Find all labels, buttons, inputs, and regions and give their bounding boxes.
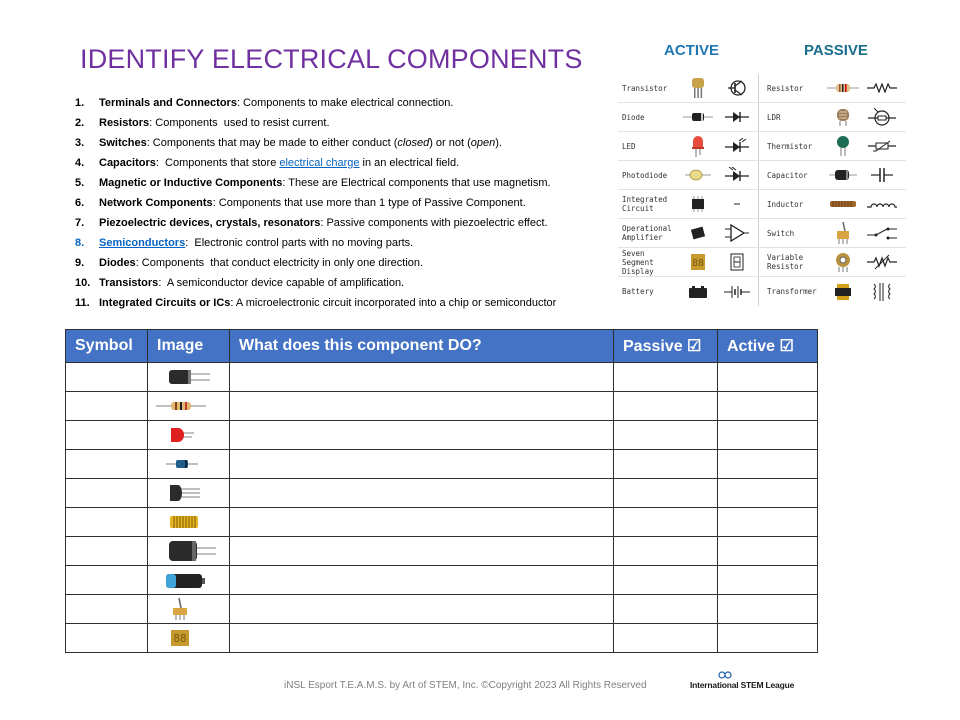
term-capacitors: Capacitors [99,157,156,169]
reference-row: Integrated Circuit Inductor [618,190,906,219]
battery-symbol-icon [716,285,758,299]
page-title: IDENTIFY ELECTRICAL COMPONENTS [80,44,583,74]
term-switches: Switches [99,137,147,149]
term-magnetic-inductive: Magnetic or Inductive Components [99,177,283,189]
seven-segment-display-icon [170,628,190,648]
photodiode-image-icon [680,169,716,181]
list-item: 8. Semiconductors : Electronic control parts with no moving parts. [75,236,615,256]
list-item: 9. Diodes : Components that conduct electricity in only one direction. [75,256,615,276]
transformer-image-icon [825,282,861,302]
reference-row: Photodiode Capacitor [618,161,906,190]
image-cell [148,450,230,479]
list-item: 4. Capacitors : Components that store electrical charge in an electrical field. [75,156,615,176]
symbol-cell[interactable] [66,508,148,537]
diode-symbol-icon [716,110,758,124]
description-cell[interactable] [230,479,614,508]
list-item: 6. Network Components : Components that use more than 1 type of Passive Component. [75,196,615,216]
semiconductors-link[interactable]: Semiconductors [99,237,186,249]
image-cell [148,392,230,421]
symbol-cell[interactable] [66,450,148,479]
list-item: 5. Magnetic or Inductive Components : These are Electrical components that use magnetism. [75,176,615,196]
resistor-symbol-icon [861,83,903,93]
col-header-what: What does this component DO? [230,330,614,363]
symbol-cell[interactable] [66,624,148,653]
passive-check-cell[interactable] [614,508,718,537]
component-reference-chart [614,36,908,318]
table-row [66,421,818,450]
resistor-image-icon [825,83,861,93]
image-cell [148,624,230,653]
logo-mark-icon [716,670,736,680]
switch-image-icon [825,222,861,244]
list-item: 3. Switches : Components that may be made to either conduct ( closed ) or not ( open ). [75,136,615,156]
reference-row: Transistor Resistor [618,74,906,103]
table-row [66,392,818,421]
led-image-icon [680,135,716,157]
passive-check-cell[interactable] [614,479,718,508]
seven-segment-image-icon [680,254,716,270]
term-transistors: Transistors [99,277,159,289]
svg-text:88: 88 [173,632,187,645]
reference-row: LED Thermistor [618,132,906,161]
table-row [66,537,818,566]
symbol-cell[interactable] [66,392,148,421]
image-cell [148,566,230,595]
passive-check-cell[interactable] [614,566,718,595]
opamp-symbol-icon [716,224,758,242]
description-cell[interactable] [230,392,614,421]
list-item: 11. Integrated Circuits or ICs : A microelectronic circuit incorporated into a chip or semiconductor [75,296,615,316]
active-check-cell[interactable] [718,508,818,537]
col-header-image: Image [148,330,230,363]
table-row [66,595,818,624]
passive-check-cell[interactable] [614,421,718,450]
term-network-components: Network Components [99,197,213,209]
table-row [66,566,818,595]
active-check-cell[interactable] [718,479,818,508]
battery-image-icon [680,285,716,299]
variable-resistor-symbol-icon [861,254,903,270]
inductor-image-icon [825,199,861,209]
worksheet-table [65,329,818,653]
svg-text:88: 88 [691,258,705,269]
active-check-cell[interactable] [718,624,818,653]
image-cell [148,537,230,566]
reference-row: Battery Transformer [618,277,906,306]
electrical-charge-link[interactable]: electrical charge [279,157,360,169]
term-terminals-connectors: Terminals and Connectors [99,97,237,109]
thermistor-image-icon [825,136,861,156]
description-cell[interactable] [230,421,614,450]
active-check-cell[interactable] [718,537,818,566]
switch-symbol-icon [861,225,903,241]
diode-icon [166,454,198,474]
list-item: 1. Terminals and Connectors : Components to make electrical connection. [75,96,615,116]
term-integrated-circuits: Integrated Circuits or ICs [99,297,231,309]
active-check-cell[interactable] [718,566,818,595]
passive-check-cell[interactable] [614,392,718,421]
definition-list [75,96,615,316]
description-cell[interactable] [230,595,614,624]
table-row [66,479,818,508]
list-item: 10. Transistors : A semiconductor device capable of amplification. [75,276,615,296]
description-cell[interactable] [230,566,614,595]
description-cell[interactable] [230,537,614,566]
term-diodes: Diodes [99,257,136,269]
passive-check-cell[interactable] [614,537,718,566]
copyright-footer: iNSL Esport T.E.A.M.S. by Art of STEM, Inc. ©Copyright 2023 All Rights Reserved [284,680,647,691]
thermistor-symbol-icon [861,139,903,153]
image-cell [148,595,230,624]
resistor-icon [156,396,206,416]
image-cell [148,363,230,392]
symbol-cell[interactable] [66,537,148,566]
image-cell [148,421,230,450]
active-header: ACTIVE [664,42,720,59]
electrolytic-capacitor-icon [168,539,218,563]
passive-check-cell[interactable] [614,450,718,479]
image-cell [148,479,230,508]
passive-check-cell[interactable] [614,363,718,392]
inductor-icon [168,512,200,532]
seven-segment-symbol-icon [716,253,758,271]
diode-image-icon [680,112,716,122]
symbol-cell[interactable] [66,566,148,595]
photodiode-symbol-icon [716,167,758,183]
symbol-cell[interactable] [66,595,148,624]
description-cell[interactable] [230,624,614,653]
list-item: 7. Piezoelectric devices, crystals, resonators : Passive components with piezoelectric effect. [75,216,615,236]
international-stem-league-logo: International STEM League [690,676,776,696]
active-check-cell[interactable] [718,595,818,624]
led-symbol-icon [716,138,758,154]
led-icon [168,425,198,445]
term-resistors: Resistors [99,117,150,129]
passive-check-cell[interactable] [614,624,718,653]
table-row [66,363,818,392]
description-cell[interactable] [230,450,614,479]
inductor-symbol-icon [861,199,903,209]
reference-row: Operational Amplifier Switch [618,219,906,248]
image-cell [148,508,230,537]
col-header-passive: Passive ☑ [614,330,718,363]
battery-icon [164,570,206,592]
ldr-symbol-icon [861,108,903,126]
ic-symbol-icon [716,201,758,207]
active-check-cell[interactable] [718,363,818,392]
table-row [66,624,818,653]
transistor-image-icon [680,77,716,99]
switch-icon [170,597,190,621]
ic-image-icon [680,196,716,212]
ldr-image-icon [825,108,861,126]
table-row [66,508,818,537]
capacitor-image-icon [825,169,861,181]
symbol-cell[interactable] [66,479,148,508]
transistor-symbol-icon [716,78,758,98]
variable-resistor-image-icon [825,252,861,272]
reference-row: Diode LDR [618,103,906,132]
capacitor-icon [166,367,212,387]
term-piezoelectric: Piezoelectric devices, crystals, resonators [99,217,321,229]
description-cell[interactable] [230,363,614,392]
description-cell[interactable] [230,508,614,537]
transistor-icon [168,483,202,503]
col-header-active: Active ☑ [718,330,818,363]
active-check-cell[interactable] [718,450,818,479]
symbol-cell[interactable] [66,363,148,392]
reference-grid [618,74,906,306]
list-item: 2. Resistors : Components used to resist current. [75,116,615,136]
symbol-cell[interactable] [66,421,148,450]
opamp-image-icon [680,226,716,240]
passive-check-cell[interactable] [614,595,718,624]
table-row [66,450,818,479]
passive-header: PASSIVE [804,42,868,59]
active-check-cell[interactable] [718,392,818,421]
capacitor-symbol-icon [861,167,903,183]
active-check-cell[interactable] [718,421,818,450]
transformer-symbol-icon [861,282,903,302]
reference-row: Seven Segment Display 88 Variable Resistor [618,248,906,277]
col-header-symbol: Symbol [66,330,148,363]
